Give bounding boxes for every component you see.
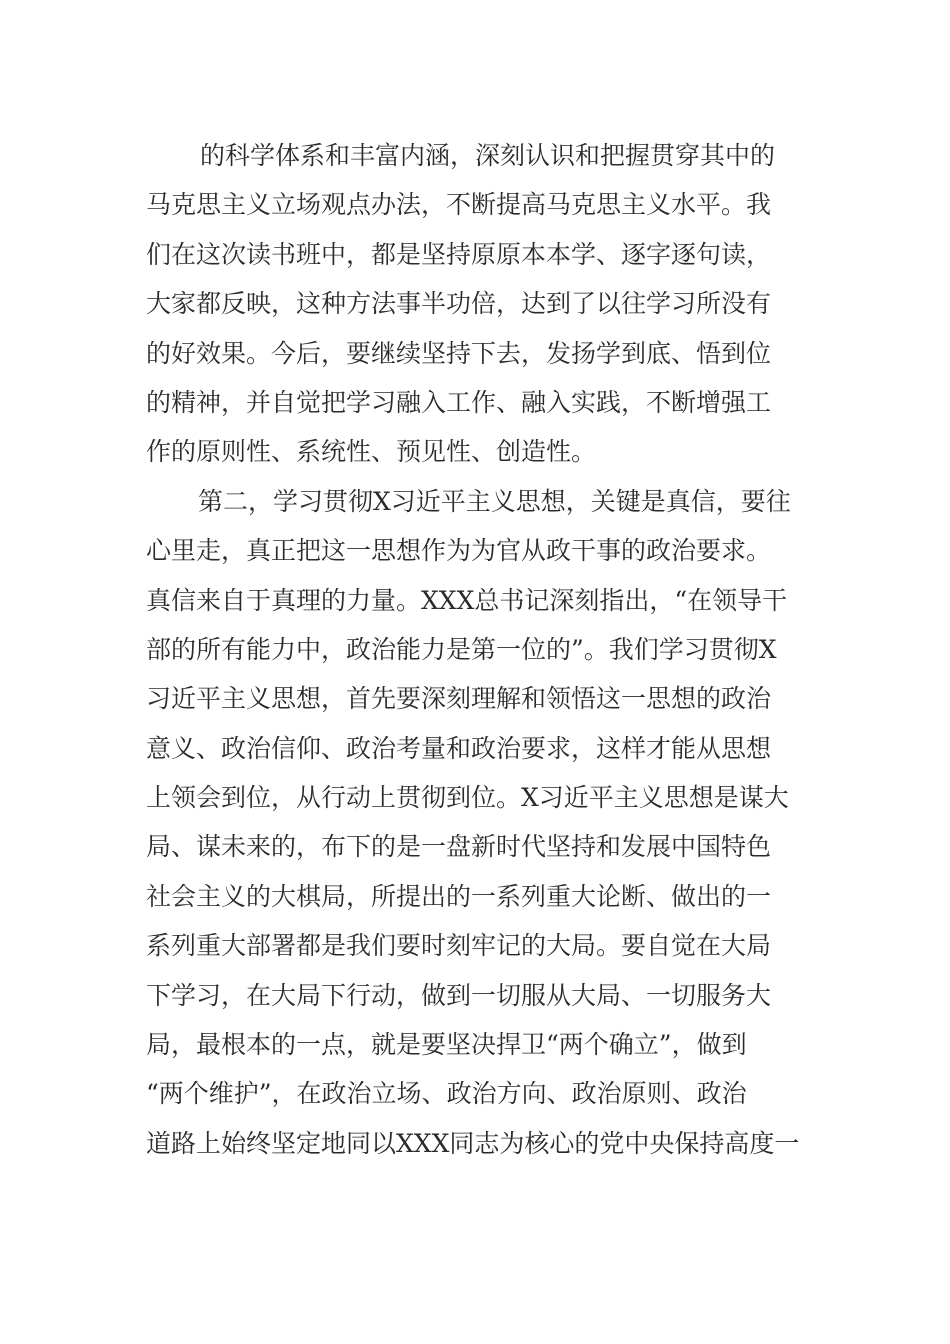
paragraph-1-line: 的科学体系和丰富内涵，深刻认识和把握贯穿其中的	[200, 141, 776, 170]
paragraph-2-line: 社会主义的大棋局，所提出的一系列重大论断、做出的一	[146, 881, 772, 911]
paragraph-1-line: 们在这次读书班中，都是坚持原原本本学、逐字逐句读，	[146, 239, 772, 269]
paragraph-1-line: 大家都反映，这种方法事半功倍，达到了以往学习所没有	[146, 289, 772, 319]
paragraph-1-line: 马克思主义立场观点办法，不断提高马克思主义水平。我	[146, 190, 772, 220]
paragraph-1-line: 的好效果。今后，要继续坚持下去，发扬学到底、悟到位	[146, 338, 772, 368]
paragraph-2-line: “两个维护”，在政治立场、政治方向、政治原则、政治	[146, 1079, 747, 1109]
paragraph-2-line: 道路上始终坚定地同以XXX同志为核心的党中央保持高度一	[146, 1128, 800, 1158]
paragraph-2-line: 心里走，真正把这一思想作为为官从政干事的政治要求。	[146, 536, 772, 566]
paragraph-1-line: 作的原则性、系统性、预见性、创造性。	[146, 437, 597, 467]
paragraph-1-line: 的精神，并自觉把学习融入工作、融入实践，不断增强工	[146, 387, 772, 417]
document-body	[146, 131, 810, 1168]
paragraph-2-line: 系列重大部署都是我们要时刻牢记的大局。要自觉在大局	[146, 931, 772, 961]
paragraph-2-line: 部的所有能力中，政治能力是第一位的”。我们学习贯彻X	[146, 634, 777, 664]
paragraph-2-line: 习近平主义思想，首先要深刻理解和领悟这一思想的政治	[146, 684, 772, 714]
paragraph-2-line: 意义、政治信仰、政治考量和政治要求，这样才能从思想	[146, 733, 772, 763]
paragraph-2-line: 下学习，在大局下行动，做到一切服从大局、一切服务大	[146, 980, 772, 1010]
paragraph-2-line: 局、谋未来的，布下的是一盘新时代坚持和发展中国特色	[146, 832, 772, 862]
paragraph-2-line: 上领会到位，从行动上贯彻到位。X习近平主义思想是谋大	[146, 783, 789, 813]
paragraph-2-line: 局，最根本的一点，就是要坚决捍卫“两个确立”，做到	[146, 1030, 747, 1060]
paragraph-2-line: 真信来自于真理的力量。XXX总书记深刻指出，“在领导干	[146, 585, 788, 615]
paragraph-2-line: 第二，学习贯彻X习近平主义思想，关键是真信，要往	[198, 486, 791, 516]
